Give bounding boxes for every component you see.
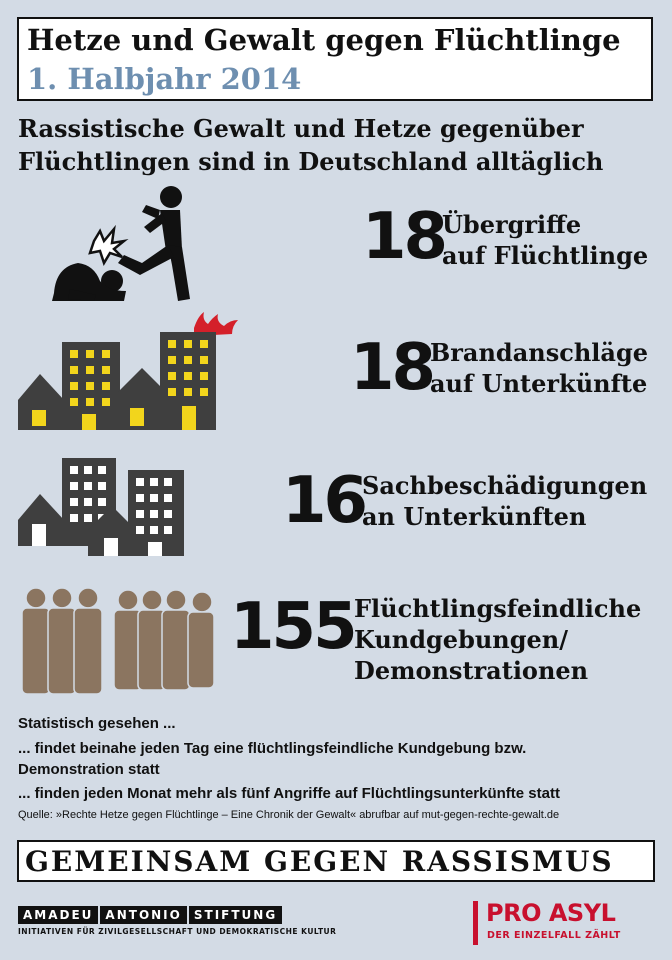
stat-label-line: Brandanschläge: [430, 338, 649, 367]
stat-label-line: Sachbeschädigungen: [362, 471, 648, 500]
slogan: GEMEINSAM GEGEN RASSISMUS: [25, 845, 614, 878]
logo-word: ANTONIO: [100, 906, 186, 924]
logo-word: AMADEU: [18, 906, 98, 924]
stat-value: 155: [230, 590, 355, 664]
stat-label-line: auf Unterkünfte: [430, 369, 648, 398]
headline: [18, 112, 603, 178]
amadeu-antonio-logo: [18, 906, 336, 936]
stat-label-line: Demonstrationen: [354, 656, 589, 685]
page-title: Hetze und Gewalt gegen Flüchtlinge: [27, 23, 621, 57]
stat-label-line: Kundgebungen/: [354, 625, 569, 654]
stat-value: 16: [282, 464, 366, 538]
page-subtitle: 1. Halbjahr 2014: [27, 62, 302, 96]
logo-tagline: DER EINZELFALL ZÄHLT: [487, 930, 621, 941]
stat-label: [362, 470, 647, 532]
logo-word: STIFTUNG: [189, 906, 282, 924]
stat-label: [430, 337, 648, 399]
stat-label: [442, 209, 648, 271]
pro-asyl-logo: [473, 899, 653, 947]
stat-label: [354, 593, 641, 686]
logo-tagline: INITIATIVEN FÜR ZIVILGESELLSCHAFT UND DEMOKRATISCHE KULTUR: [18, 927, 337, 936]
slogan-box: [17, 840, 655, 882]
summary-item: Demonstration statt: [18, 761, 160, 778]
logo-bar: [473, 901, 478, 945]
headline-line-2: Flüchtlingen sind in Deutschland alltäglich: [18, 147, 604, 176]
stat-label-line: Übergriffe: [442, 210, 582, 239]
source-note: Quelle: »Rechte Hetze gegen Flüchtlinge – Eine Chronik der Gewalt« abrufbar auf mut-gegen-rechte-gewalt.de: [18, 809, 560, 821]
summary-item: ... findet beinahe jeden Tag eine flüchtlingsfeindliche Kundgebung bzw.: [18, 740, 527, 757]
stat-label-line: Flüchtlingsfeindliche: [354, 594, 642, 623]
headline-line-1: Rassistische Gewalt und Hetze gegenüber: [18, 114, 584, 143]
title-box: [17, 17, 653, 101]
summary-intro: Statistisch gesehen ...: [18, 715, 176, 732]
stat-value: 18: [362, 200, 446, 274]
burning-buildings-icon: [18, 312, 240, 432]
summary-item: ... finden jeden Monat mehr als fünf Angriffe auf Flüchtlingsunterkünfte statt: [18, 785, 560, 802]
stat-value: 18: [350, 331, 434, 405]
assault-icon: [48, 183, 193, 308]
stat-label-line: auf Flüchtlinge: [442, 241, 649, 270]
crowd-icon: [16, 586, 220, 696]
logo-name: PRO ASYL: [486, 899, 616, 927]
summary: [18, 713, 560, 804]
buildings-icon: [18, 458, 186, 558]
stat-label-line: an Unterkünften: [362, 502, 587, 531]
